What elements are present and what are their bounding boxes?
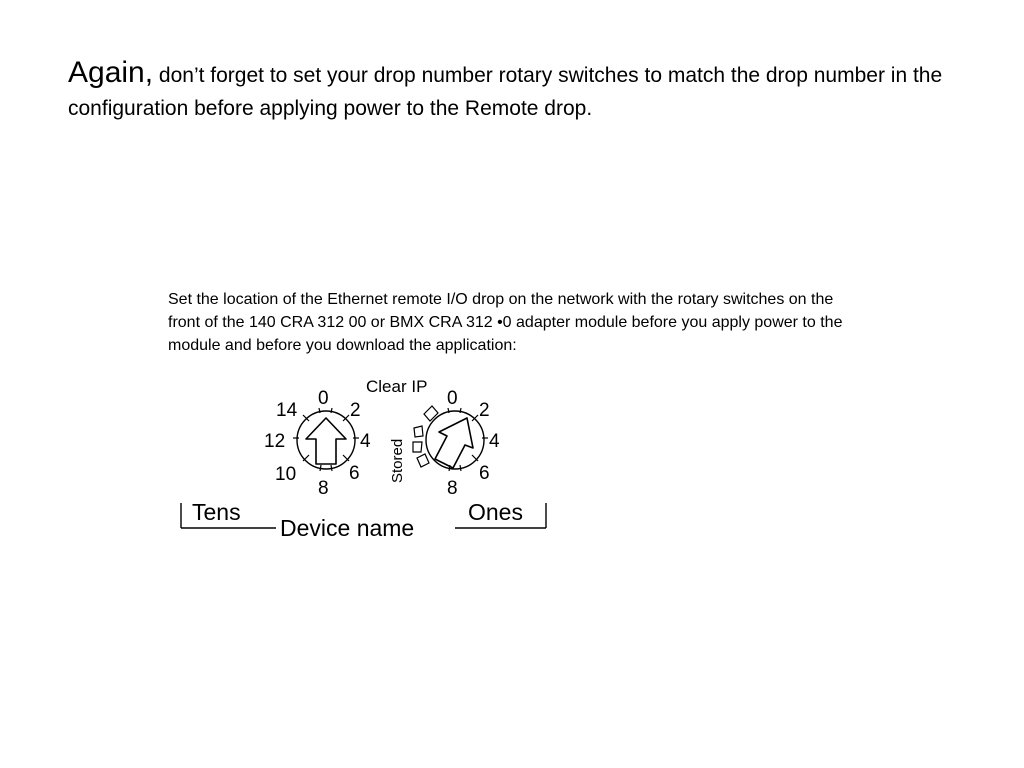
- ones-tick-8: 8: [447, 478, 458, 499]
- tens-tick-6: 6: [349, 463, 360, 484]
- ones-rotary-switch: [413, 388, 500, 499]
- tens-tick-14: 14: [276, 400, 298, 421]
- ones-tick-0: 0: [447, 388, 458, 409]
- tens-tick-12: 12: [264, 431, 286, 452]
- figure-instructions: Set the location of the Ethernet remote I/O drop on the network with the rotary switches on the front of the 140 CRA 312 00 or BMX CRA 312 •0 adapter module before you apply power to the module and before you download the application:: [168, 291, 843, 354]
- clear-ip-label: Clear IP: [366, 377, 428, 396]
- tens-tick-2: 2: [350, 400, 361, 421]
- heading-lead: Again,: [68, 56, 154, 89]
- ones-tick-6: 6: [479, 463, 490, 484]
- ones-tick-2: 2: [479, 400, 490, 421]
- device-name-label: Device name: [280, 515, 415, 541]
- tens-rotary-switch: [264, 388, 371, 499]
- tens-label: Tens: [192, 499, 241, 525]
- heading-body: don’t forget to set your drop number rotary switches to match the drop number in the configuration before applying power to the Remote drop.: [68, 64, 943, 120]
- ones-hollow-position-marks: [413, 406, 438, 467]
- ones-tick-4: 4: [489, 431, 500, 452]
- tens-tick-4: 4: [360, 431, 371, 452]
- slide-heading: [68, 56, 998, 125]
- stored-label: Stored: [389, 438, 406, 483]
- tens-tick-0: 0: [318, 388, 329, 409]
- ones-arrow-icon: [435, 418, 473, 468]
- ones-label: Ones: [468, 499, 523, 525]
- tens-tick-10: 10: [275, 464, 297, 485]
- rotary-switch-diagram: [168, 366, 568, 548]
- rotary-switch-figure: [168, 288, 888, 548]
- tens-arrow-icon: [306, 418, 346, 464]
- tens-tick-8: 8: [318, 478, 329, 499]
